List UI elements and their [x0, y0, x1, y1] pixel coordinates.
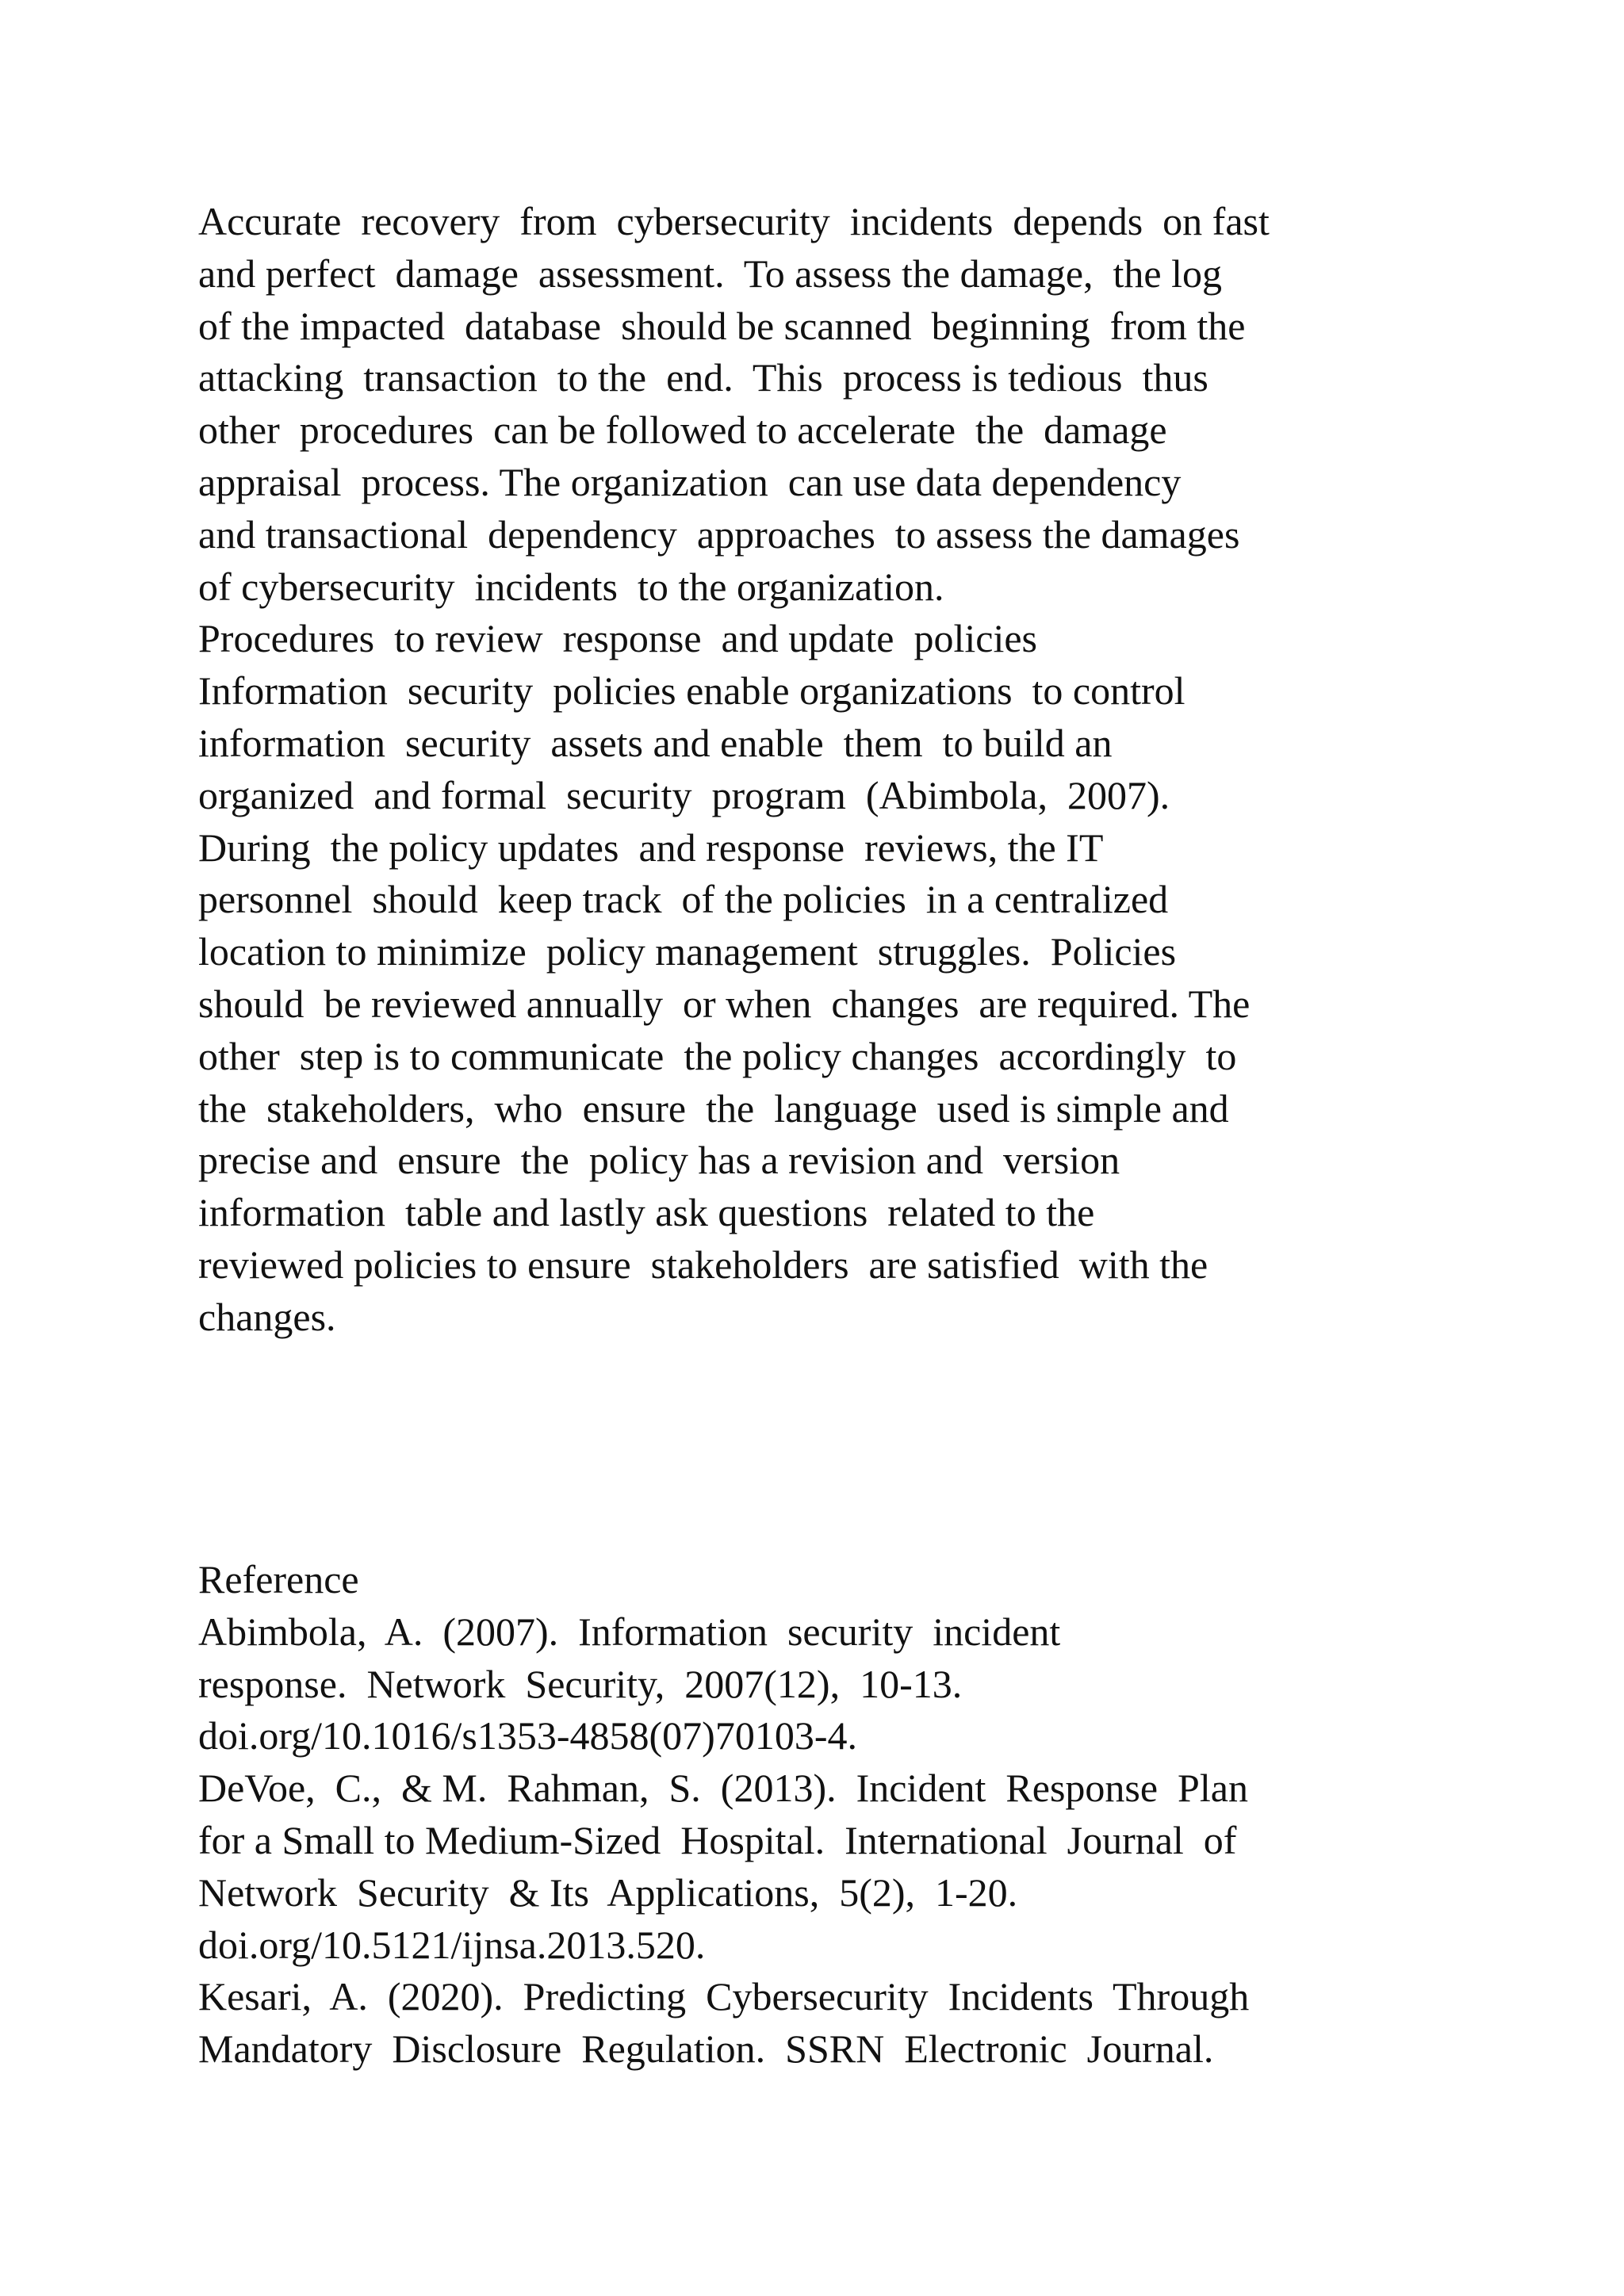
section-heading: Procedures to review response and update policies: [198, 616, 1038, 661]
reference-line: Abimbola, A. (2007). Information security incident: [198, 1609, 1061, 1654]
paragraph-line: attacking transaction to the end. This process is tedious thus: [198, 355, 1208, 400]
paragraph-line: precise and ensure the policy has a revision and version: [198, 1138, 1120, 1183]
reference-heading: Reference: [198, 1557, 359, 1601]
reference-line: Network Security & Its Applications, 5(2), 1-20.: [198, 1869, 1018, 1915]
reference-section: [198, 1554, 1435, 2076]
paragraph-line: personnel should keep track of the policies in a centralized: [198, 877, 1169, 922]
reference-line: doi.org/10.1016/s1353-4858(07)70103-4.: [198, 1713, 857, 1758]
reference-line: DeVoe, C., & M. Rahman, S. (2013). Incident Response Plan: [198, 1766, 1248, 1811]
paragraph-line: other step is to communicate the policy changes accordingly to: [198, 1033, 1237, 1078]
paragraph-line: Accurate recovery from cybersecurity incidents depends on fast: [198, 199, 1270, 243]
paragraph-line: organized and formal security program (Abimbola, 2007).: [198, 772, 1170, 817]
reference-line: Kesari, A. (2020). Predicting Cybersecurity Incidents Through: [198, 1974, 1250, 2019]
reference-line: Mandatory Disclosure Regulation. SSRN Electronic Journal.: [198, 2026, 1214, 2072]
paragraph-line: the stakeholders, who ensure the language used is simple and: [198, 1085, 1229, 1131]
reference-line: doi.org/10.5121/ijnsa.2013.520.: [198, 1922, 706, 1967]
paragraph-line: reviewed policies to ensure stakeholders are satisfied with the: [198, 1242, 1208, 1287]
reference-line: response. Network Security, 2007(12), 10-13.: [198, 1661, 963, 1706]
paragraph-line: and transactional dependency approaches to assess the damages: [198, 511, 1240, 557]
paragraph-line: Information security policies enable organizations to control: [198, 668, 1185, 714]
body-text: [198, 196, 1435, 1344]
paragraph-line: information table and lastly ask questions related to the: [198, 1190, 1095, 1235]
paragraph-line: location to minimize policy management struggles. Policies: [198, 929, 1177, 974]
paragraph-line: appraisal process. The organization can use data dependency: [198, 459, 1182, 504]
paragraph-line: of the impacted database should be scanned beginning from the: [198, 303, 1246, 348]
reference-line: for a Small to Medium-Sized Hospital. International Journal of: [198, 1817, 1237, 1862]
paragraph-line: During the policy updates and response reviews, the IT: [198, 825, 1104, 870]
paragraph-line: other procedures can be followed to accelerate the damage: [198, 408, 1167, 453]
paragraph-line: and perfect damage assessment. To assess the damage, the log: [198, 251, 1223, 296]
paragraph-line: of cybersecurity incidents to the organization.: [198, 564, 944, 609]
paragraph-line: information security assets and enable them to build an: [198, 720, 1113, 765]
paragraph-line: should be reviewed annually or when changes are required. The: [198, 981, 1251, 1026]
paragraph-line: changes.: [198, 1294, 336, 1339]
